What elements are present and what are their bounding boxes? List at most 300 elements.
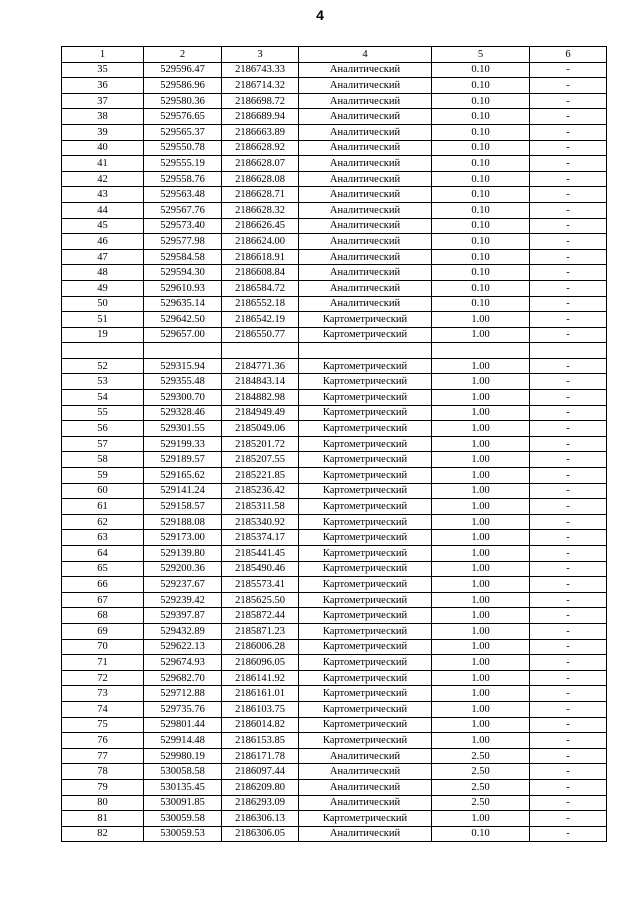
- point-number-cell: 50: [62, 296, 144, 312]
- y-coordinate-cell: 2186618.91: [222, 249, 299, 265]
- note-cell: -: [530, 374, 607, 390]
- y-coordinate-cell: 2186628.07: [222, 156, 299, 172]
- x-coordinate-cell: 529735.76: [144, 701, 222, 717]
- x-coordinate-cell: 529200.36: [144, 561, 222, 577]
- accuracy-cell: 1.00: [432, 655, 530, 671]
- point-number-cell: 42: [62, 171, 144, 187]
- x-coordinate-cell: 529139.80: [144, 546, 222, 562]
- table-row: [62, 171, 607, 187]
- note-cell: -: [530, 623, 607, 639]
- point-number-cell: 52: [62, 358, 144, 374]
- method-cell: Аналитический: [299, 280, 432, 296]
- note-cell: -: [530, 187, 607, 203]
- accuracy-cell: 0.10: [432, 187, 530, 203]
- accuracy-cell: 0.10: [432, 826, 530, 842]
- accuracy-cell: 1.00: [432, 670, 530, 686]
- y-coordinate-cell: 2186293.09: [222, 795, 299, 811]
- point-number-cell: 66: [62, 577, 144, 593]
- y-coordinate-cell: 2186161.01: [222, 686, 299, 702]
- table-header-row: [62, 47, 607, 63]
- table-row: [62, 374, 607, 390]
- x-coordinate-cell: 529622.13: [144, 639, 222, 655]
- x-coordinate-cell: 530058.58: [144, 764, 222, 780]
- column-header: 5: [432, 47, 530, 63]
- y-coordinate-cell: 2185207.55: [222, 452, 299, 468]
- table-row: [62, 405, 607, 421]
- point-number-cell: 81: [62, 811, 144, 827]
- note-cell: -: [530, 265, 607, 281]
- table-row: [62, 296, 607, 312]
- method-cell: Картометрический: [299, 686, 432, 702]
- table-row: [62, 826, 607, 842]
- table-row: [62, 733, 607, 749]
- y-coordinate-cell: 2185236.42: [222, 483, 299, 499]
- accuracy-cell: 1.00: [432, 811, 530, 827]
- accuracy-cell: 1.00: [432, 623, 530, 639]
- accuracy-cell: 0.10: [432, 124, 530, 140]
- x-coordinate-cell: 529397.87: [144, 608, 222, 624]
- y-coordinate-cell: 2185374.17: [222, 530, 299, 546]
- method-cell: Аналитический: [299, 826, 432, 842]
- accuracy-cell: 1.00: [432, 592, 530, 608]
- x-coordinate-cell: 529355.48: [144, 374, 222, 390]
- point-number-cell: 19: [62, 327, 144, 343]
- note-cell: -: [530, 156, 607, 172]
- accuracy-cell: 2.50: [432, 795, 530, 811]
- table-row: [62, 312, 607, 328]
- table-row: [62, 608, 607, 624]
- point-number-cell: 75: [62, 717, 144, 733]
- y-coordinate-cell: 2186552.18: [222, 296, 299, 312]
- accuracy-cell: 1.00: [432, 546, 530, 562]
- point-number-cell: 59: [62, 468, 144, 484]
- method-cell: Картометрический: [299, 468, 432, 484]
- accuracy-cell: 2.50: [432, 779, 530, 795]
- accuracy-cell: 0.10: [432, 249, 530, 265]
- point-number-cell: 57: [62, 436, 144, 452]
- y-coordinate-cell: 2185871.23: [222, 623, 299, 639]
- note-cell: -: [530, 717, 607, 733]
- table-row: [62, 265, 607, 281]
- method-cell: Картометрический: [299, 312, 432, 328]
- method-cell: Картометрический: [299, 608, 432, 624]
- accuracy-cell: 1.00: [432, 514, 530, 530]
- x-coordinate-cell: 529642.50: [144, 312, 222, 328]
- accuracy-cell: 1.00: [432, 312, 530, 328]
- point-number-cell: 61: [62, 499, 144, 515]
- column-header: 3: [222, 47, 299, 63]
- y-coordinate-cell: 2184882.98: [222, 390, 299, 406]
- accuracy-cell: 0.10: [432, 140, 530, 156]
- method-cell: Картометрический: [299, 483, 432, 499]
- x-coordinate-cell: 529173.00: [144, 530, 222, 546]
- note-cell: -: [530, 93, 607, 109]
- y-coordinate-cell: 2186698.72: [222, 93, 299, 109]
- x-coordinate-cell: 529914.48: [144, 733, 222, 749]
- method-cell: [299, 343, 432, 359]
- point-number-cell: 76: [62, 733, 144, 749]
- method-cell: Аналитический: [299, 156, 432, 172]
- table-row: [62, 795, 607, 811]
- note-cell: -: [530, 701, 607, 717]
- coordinates-table: [61, 46, 607, 842]
- table-row: [62, 686, 607, 702]
- accuracy-cell: 0.10: [432, 296, 530, 312]
- y-coordinate-cell: 2186626.45: [222, 218, 299, 234]
- method-cell: Аналитический: [299, 234, 432, 250]
- point-number-cell: 78: [62, 764, 144, 780]
- y-coordinate-cell: 2185221.85: [222, 468, 299, 484]
- table-row: [62, 623, 607, 639]
- note-cell: -: [530, 140, 607, 156]
- y-coordinate-cell: 2186714.32: [222, 78, 299, 94]
- x-coordinate-cell: 529576.65: [144, 109, 222, 125]
- accuracy-cell: 0.10: [432, 280, 530, 296]
- y-coordinate-cell: 2185441.45: [222, 546, 299, 562]
- point-number-cell: 58: [62, 452, 144, 468]
- note-cell: -: [530, 468, 607, 484]
- method-cell: Аналитический: [299, 748, 432, 764]
- method-cell: Картометрический: [299, 390, 432, 406]
- table-body: [62, 62, 607, 842]
- accuracy-cell: 0.10: [432, 78, 530, 94]
- x-coordinate-cell: 529980.19: [144, 748, 222, 764]
- y-coordinate-cell: 2185625.50: [222, 592, 299, 608]
- y-coordinate-cell: 2184771.36: [222, 358, 299, 374]
- method-cell: Аналитический: [299, 93, 432, 109]
- x-coordinate-cell: 529558.76: [144, 171, 222, 187]
- table-row: [62, 811, 607, 827]
- y-coordinate-cell: 2186097.44: [222, 764, 299, 780]
- y-coordinate-cell: 2184949.49: [222, 405, 299, 421]
- y-coordinate-cell: 2185490.46: [222, 561, 299, 577]
- y-coordinate-cell: [222, 343, 299, 359]
- table-row: [62, 561, 607, 577]
- accuracy-cell: 0.10: [432, 109, 530, 125]
- point-number-cell: 60: [62, 483, 144, 499]
- x-coordinate-cell: 529584.58: [144, 249, 222, 265]
- note-cell: -: [530, 296, 607, 312]
- point-number-cell: 79: [62, 779, 144, 795]
- note-cell: -: [530, 218, 607, 234]
- note-cell: -: [530, 202, 607, 218]
- y-coordinate-cell: 2186153.85: [222, 733, 299, 749]
- accuracy-cell: 0.10: [432, 218, 530, 234]
- note-cell: -: [530, 670, 607, 686]
- point-number-cell: 80: [62, 795, 144, 811]
- method-cell: Картометрический: [299, 436, 432, 452]
- method-cell: Картометрический: [299, 592, 432, 608]
- method-cell: Картометрический: [299, 405, 432, 421]
- x-coordinate-cell: 529573.40: [144, 218, 222, 234]
- point-number-cell: 56: [62, 421, 144, 437]
- table-row: [62, 655, 607, 671]
- y-coordinate-cell: 2186550.77: [222, 327, 299, 343]
- x-coordinate-cell: 529580.36: [144, 93, 222, 109]
- method-cell: Картометрический: [299, 623, 432, 639]
- x-coordinate-cell: 529328.46: [144, 405, 222, 421]
- point-number-cell: 39: [62, 124, 144, 140]
- point-number-cell: 53: [62, 374, 144, 390]
- method-cell: Картометрический: [299, 655, 432, 671]
- y-coordinate-cell: 2186171.78: [222, 748, 299, 764]
- method-cell: Картометрический: [299, 811, 432, 827]
- table-row: [62, 452, 607, 468]
- method-cell: Аналитический: [299, 62, 432, 78]
- method-cell: Картометрический: [299, 499, 432, 515]
- point-number-cell: 48: [62, 265, 144, 281]
- table-row: [62, 218, 607, 234]
- point-number-cell: 74: [62, 701, 144, 717]
- note-cell: -: [530, 436, 607, 452]
- point-number-cell: 64: [62, 546, 144, 562]
- x-coordinate-cell: 529158.57: [144, 499, 222, 515]
- note-cell: -: [530, 62, 607, 78]
- accuracy-cell: 1.00: [432, 608, 530, 624]
- x-coordinate-cell: 529577.98: [144, 234, 222, 250]
- y-coordinate-cell: 2185340.92: [222, 514, 299, 530]
- y-coordinate-cell: 2186006.28: [222, 639, 299, 655]
- table-row: [62, 62, 607, 78]
- note-cell: -: [530, 171, 607, 187]
- method-cell: Аналитический: [299, 78, 432, 94]
- x-coordinate-cell: [144, 343, 222, 359]
- accuracy-cell: 1.00: [432, 701, 530, 717]
- method-cell: Картометрический: [299, 530, 432, 546]
- accuracy-cell: 1.00: [432, 499, 530, 515]
- method-cell: Аналитический: [299, 779, 432, 795]
- note-cell: -: [530, 514, 607, 530]
- accuracy-cell: 1.00: [432, 686, 530, 702]
- accuracy-cell: 0.10: [432, 93, 530, 109]
- table-row: [62, 187, 607, 203]
- note-cell: -: [530, 499, 607, 515]
- x-coordinate-cell: 530059.58: [144, 811, 222, 827]
- accuracy-cell: 1.00: [432, 421, 530, 437]
- note-cell: -: [530, 608, 607, 624]
- method-cell: Картометрический: [299, 452, 432, 468]
- note-cell: -: [530, 358, 607, 374]
- x-coordinate-cell: 529239.42: [144, 592, 222, 608]
- column-header: 4: [299, 47, 432, 63]
- y-coordinate-cell: 2186103.75: [222, 701, 299, 717]
- point-number-cell: 65: [62, 561, 144, 577]
- table-row: [62, 280, 607, 296]
- point-number-cell: 47: [62, 249, 144, 265]
- method-cell: Аналитический: [299, 171, 432, 187]
- note-cell: -: [530, 421, 607, 437]
- table-row: [62, 592, 607, 608]
- point-number-cell: 40: [62, 140, 144, 156]
- table-row: [62, 701, 607, 717]
- point-number-cell: 44: [62, 202, 144, 218]
- note-cell: -: [530, 779, 607, 795]
- accuracy-cell: [432, 343, 530, 359]
- note-cell: -: [530, 280, 607, 296]
- point-number-cell: 63: [62, 530, 144, 546]
- table-row: [62, 327, 607, 343]
- method-cell: Картометрический: [299, 358, 432, 374]
- method-cell: Картометрический: [299, 577, 432, 593]
- accuracy-cell: 2.50: [432, 764, 530, 780]
- note-cell: -: [530, 249, 607, 265]
- method-cell: Аналитический: [299, 202, 432, 218]
- method-cell: Аналитический: [299, 249, 432, 265]
- note-cell: -: [530, 390, 607, 406]
- note-cell: [530, 343, 607, 359]
- table-row: [62, 202, 607, 218]
- point-number-cell: 38: [62, 109, 144, 125]
- method-cell: Аналитический: [299, 124, 432, 140]
- method-cell: Картометрический: [299, 374, 432, 390]
- point-number-cell: [62, 343, 144, 359]
- note-cell: -: [530, 733, 607, 749]
- table-row: [62, 499, 607, 515]
- x-coordinate-cell: 529165.62: [144, 468, 222, 484]
- table-row: [62, 546, 607, 562]
- x-coordinate-cell: 529555.19: [144, 156, 222, 172]
- accuracy-cell: 1.00: [432, 577, 530, 593]
- y-coordinate-cell: 2186608.84: [222, 265, 299, 281]
- accuracy-cell: 1.00: [432, 733, 530, 749]
- accuracy-cell: 1.00: [432, 483, 530, 499]
- method-cell: Картометрический: [299, 701, 432, 717]
- x-coordinate-cell: 529682.70: [144, 670, 222, 686]
- table-row: [62, 483, 607, 499]
- column-header: 2: [144, 47, 222, 63]
- point-number-cell: 41: [62, 156, 144, 172]
- y-coordinate-cell: 2184843.14: [222, 374, 299, 390]
- point-number-cell: 77: [62, 748, 144, 764]
- table-row: [62, 93, 607, 109]
- table-row: [62, 748, 607, 764]
- method-cell: Картометрический: [299, 514, 432, 530]
- x-coordinate-cell: 529237.67: [144, 577, 222, 593]
- table-row: [62, 109, 607, 125]
- accuracy-cell: 1.00: [432, 436, 530, 452]
- method-cell: Аналитический: [299, 140, 432, 156]
- note-cell: -: [530, 78, 607, 94]
- x-coordinate-cell: 529610.93: [144, 280, 222, 296]
- note-cell: -: [530, 530, 607, 546]
- column-header: 6: [530, 47, 607, 63]
- note-cell: -: [530, 826, 607, 842]
- accuracy-cell: 0.10: [432, 202, 530, 218]
- y-coordinate-cell: 2186624.00: [222, 234, 299, 250]
- x-coordinate-cell: 529550.78: [144, 140, 222, 156]
- y-coordinate-cell: 2186209.80: [222, 779, 299, 795]
- note-cell: -: [530, 655, 607, 671]
- column-header: 1: [62, 47, 144, 63]
- point-number-cell: 49: [62, 280, 144, 296]
- accuracy-cell: 0.10: [432, 156, 530, 172]
- note-cell: -: [530, 592, 607, 608]
- point-number-cell: 69: [62, 623, 144, 639]
- x-coordinate-cell: 529801.44: [144, 717, 222, 733]
- method-cell: Аналитический: [299, 109, 432, 125]
- y-coordinate-cell: 2185311.58: [222, 499, 299, 515]
- table-row: [62, 670, 607, 686]
- x-coordinate-cell: 529301.55: [144, 421, 222, 437]
- accuracy-cell: 0.10: [432, 62, 530, 78]
- accuracy-cell: 2.50: [432, 748, 530, 764]
- x-coordinate-cell: 529596.47: [144, 62, 222, 78]
- x-coordinate-cell: 529563.48: [144, 187, 222, 203]
- y-coordinate-cell: 2186628.92: [222, 140, 299, 156]
- y-coordinate-cell: 2186014.82: [222, 717, 299, 733]
- accuracy-cell: 1.00: [432, 530, 530, 546]
- x-coordinate-cell: 529141.24: [144, 483, 222, 499]
- y-coordinate-cell: 2186663.89: [222, 124, 299, 140]
- table-row: [62, 577, 607, 593]
- table-row: [62, 717, 607, 733]
- table-row: [62, 436, 607, 452]
- method-cell: Картометрический: [299, 327, 432, 343]
- x-coordinate-cell: 529674.93: [144, 655, 222, 671]
- method-cell: Картометрический: [299, 639, 432, 655]
- table-row: [62, 639, 607, 655]
- y-coordinate-cell: 2186306.13: [222, 811, 299, 827]
- x-coordinate-cell: 529315.94: [144, 358, 222, 374]
- y-coordinate-cell: 2185573.41: [222, 577, 299, 593]
- note-cell: -: [530, 811, 607, 827]
- point-number-cell: 46: [62, 234, 144, 250]
- note-cell: -: [530, 764, 607, 780]
- accuracy-cell: 1.00: [432, 374, 530, 390]
- note-cell: -: [530, 124, 607, 140]
- method-cell: Картометрический: [299, 670, 432, 686]
- x-coordinate-cell: 530091.85: [144, 795, 222, 811]
- y-coordinate-cell: 2186689.94: [222, 109, 299, 125]
- point-number-cell: 67: [62, 592, 144, 608]
- point-number-cell: 55: [62, 405, 144, 421]
- point-number-cell: 35: [62, 62, 144, 78]
- note-cell: -: [530, 686, 607, 702]
- x-coordinate-cell: 529199.33: [144, 436, 222, 452]
- y-coordinate-cell: 2186743.33: [222, 62, 299, 78]
- note-cell: -: [530, 561, 607, 577]
- table-row: [62, 249, 607, 265]
- table-row: [62, 358, 607, 374]
- table-row: [62, 421, 607, 437]
- accuracy-cell: 1.00: [432, 452, 530, 468]
- method-cell: Аналитический: [299, 187, 432, 203]
- y-coordinate-cell: 2186306.05: [222, 826, 299, 842]
- y-coordinate-cell: 2186542.19: [222, 312, 299, 328]
- method-cell: Картометрический: [299, 733, 432, 749]
- method-cell: Аналитический: [299, 218, 432, 234]
- table-row: [62, 343, 607, 359]
- point-number-cell: 82: [62, 826, 144, 842]
- method-cell: Аналитический: [299, 265, 432, 281]
- x-coordinate-cell: 529712.88: [144, 686, 222, 702]
- y-coordinate-cell: 2185872.44: [222, 608, 299, 624]
- point-number-cell: 54: [62, 390, 144, 406]
- page-number: 4: [316, 7, 324, 23]
- method-cell: Картометрический: [299, 546, 432, 562]
- method-cell: Аналитический: [299, 296, 432, 312]
- table-row: [62, 530, 607, 546]
- method-cell: Аналитический: [299, 764, 432, 780]
- accuracy-cell: 1.00: [432, 561, 530, 577]
- x-coordinate-cell: 529432.89: [144, 623, 222, 639]
- table-row: [62, 390, 607, 406]
- point-number-cell: 62: [62, 514, 144, 530]
- x-coordinate-cell: 529565.37: [144, 124, 222, 140]
- y-coordinate-cell: 2186096.05: [222, 655, 299, 671]
- x-coordinate-cell: 529594.30: [144, 265, 222, 281]
- y-coordinate-cell: 2186628.08: [222, 171, 299, 187]
